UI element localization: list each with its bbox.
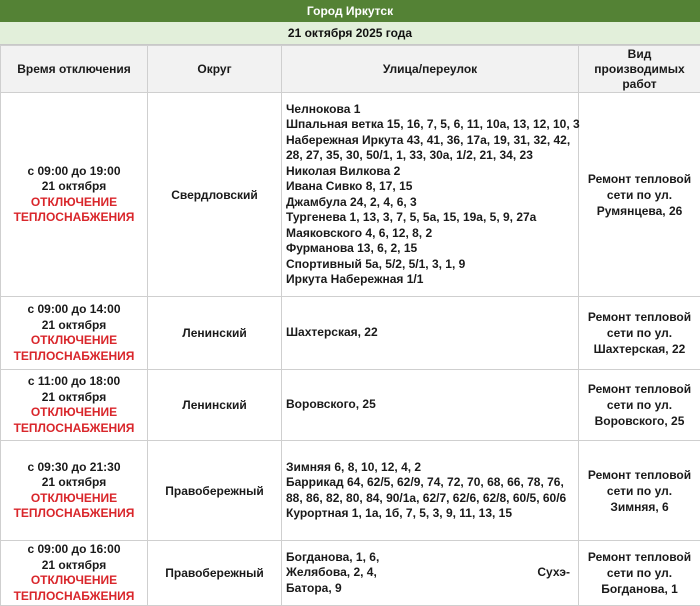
outage-time-cell [1,93,148,297]
work-line: Ремонт тепловой [579,309,700,325]
work-type-cell [579,93,700,297]
work-line: Ремонт тепловой [579,467,700,483]
street-line: Курортная 1, 1а, 1б, 7, 5, 3, 9, 11, 13, 15 [286,506,578,522]
outage-status: ОТКЛЮЧЕНИЕ [1,405,147,421]
outage-status: ТЕПЛОСНАБЖЕНИЯ [1,506,147,522]
outage-status: ТЕПЛОСНАБЖЕНИЯ [1,421,147,437]
street-line: Шпальная ветка 15, 16, 7, 5, 6, 11, 10а, 13, 12, 10, 3 [286,117,578,133]
street-line: Джамбула 24, 2, 4, 6, 3 [286,195,578,211]
outage-time-cell [1,370,148,441]
district-cell: Правобережный [148,541,282,606]
work-line: Румянцева, 26 [579,203,700,219]
outage-time-cell [1,297,148,370]
work-line: Ремонт тепловой [579,549,700,565]
street-line: Маяковского 4, 6, 12, 8, 2 [286,226,578,242]
street-line: Шахтерская, 22 [286,325,578,341]
street-line: Тургенева 1, 13, 3, 7, 5, 5а, 15, 19а, 5, 9, 27а [286,210,578,226]
table-row [1,370,700,441]
district-cell: Ленинский [148,370,282,441]
work-line: Ремонт тепловой [579,381,700,397]
outage-day: 21 октября [1,179,147,195]
street-line: Набережная Иркута 43, 41, 36, 17а, 19, 31, 32, 42, [286,133,578,149]
outage-status: ОТКЛЮЧЕНИЕ [1,573,147,589]
street-line: Челнокова 1 [286,102,578,118]
table-row [1,297,700,370]
outage-status: ТЕПЛОСНАБЖЕНИЯ [1,349,147,365]
table-row [1,541,700,606]
outage-status: ТЕПЛОСНАБЖЕНИЯ [1,210,147,226]
work-line: Зимняя, 6 [579,499,700,515]
outage-day: 21 октября [1,475,147,491]
work-line: Воровского, 25 [579,413,700,429]
time-range: с 09:00 до 14:00 [1,302,147,318]
streets-cell [282,93,579,297]
city-title: Город Иркутск [0,0,700,22]
date-title: 21 октября 2025 года [0,22,700,45]
time-range: с 09:00 до 16:00 [1,542,147,558]
outage-status: ТЕПЛОСНАБЖЕНИЯ [1,589,147,605]
time-range: с 11:00 до 18:00 [1,374,147,390]
outage-status: ОТКЛЮЧЕНИЕ [1,491,147,507]
outage-time-cell [1,441,148,541]
streets-cell [282,370,579,441]
outage-status: ОТКЛЮЧЕНИЕ [1,333,147,349]
table-row [1,441,700,541]
header-work [579,46,700,93]
time-range: с 09:30 до 21:30 [1,460,147,476]
district-cell: Свердловский [148,93,282,297]
work-type-cell [579,370,700,441]
street-line: 28, 27, 35, 30, 50/1, 1, 33, 30а, 1/2, 21, 34, 23 [286,148,578,164]
district-cell: Ленинский [148,297,282,370]
table-row [1,93,700,297]
street-line: Богданова, 1, 6, [286,550,578,566]
outage-status: ОТКЛЮЧЕНИЕ [1,195,147,211]
work-line: сети по ул. [579,187,700,203]
header-work-label: Вид производимых работ [594,47,684,91]
street-line: Спортивный 5а, 5/2, 5/1, 3, 1, 9 [286,257,578,273]
street-line-trailing: Сухэ- [537,565,570,581]
outage-day: 21 октября [1,390,147,406]
time-range: с 09:00 до 19:00 [1,164,147,180]
street-line: Желябова, 2, 4, [286,565,377,581]
header-time: Время отключения [1,46,148,93]
work-line: сети по ул. [579,565,700,581]
street-line: Николая Вилкова 2 [286,164,578,180]
streets-cell [282,441,579,541]
street-line: Ивана Сивко 8, 17, 15 [286,179,578,195]
street-line: 88, 86, 82, 80, 84, 90/1а, 62/7, 62/6, 62/8, 60/5, 60/6 [286,491,578,507]
street-line: Батора, 9 [286,581,578,597]
street-line: Фурманова 13, 6, 2, 15 [286,241,578,257]
streets-cell [282,541,579,606]
work-line: Богданова, 1 [579,581,700,597]
work-line: сети по ул. [579,325,700,341]
outage-day: 21 октября [1,558,147,574]
outage-time-cell [1,541,148,606]
outage-table [0,45,700,606]
work-line: сети по ул. [579,397,700,413]
work-line: Ремонт тепловой [579,171,700,187]
header-street: Улица/переулок [282,46,579,93]
work-type-cell [579,541,700,606]
street-line: Воровского, 25 [286,397,578,413]
street-line: Иркута Набережная 1/1 [286,272,578,288]
streets-cell [282,297,579,370]
street-line: Зимняя 6, 8, 10, 12, 4, 2 [286,460,578,476]
outage-day: 21 октября [1,318,147,334]
work-line: сети по ул. [579,483,700,499]
street-line: Баррикад 64, 62/5, 62/9, 74, 72, 70, 68, 66, 78, 76, [286,475,578,491]
district-cell: Правобережный [148,441,282,541]
work-type-cell [579,297,700,370]
work-line: Шахтерская, 22 [579,341,700,357]
header-district: Округ [148,46,282,93]
table-header-row [1,46,700,93]
work-type-cell [579,441,700,541]
